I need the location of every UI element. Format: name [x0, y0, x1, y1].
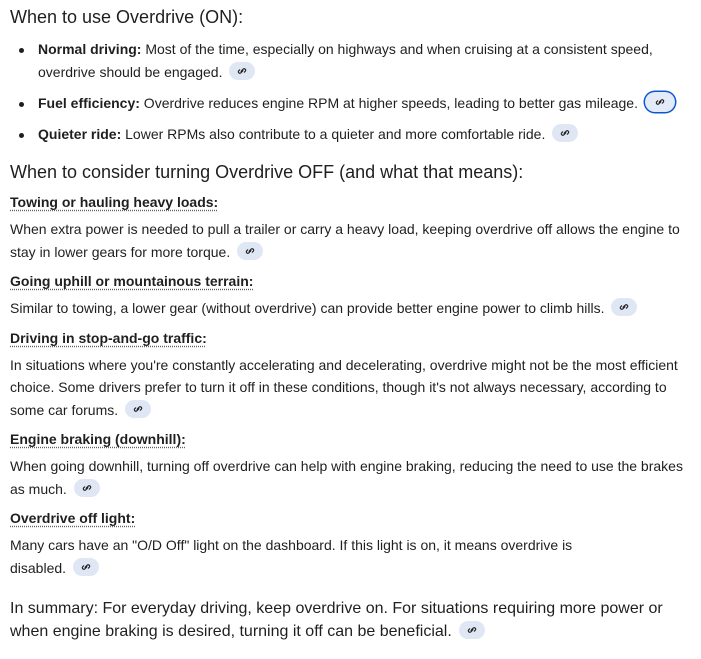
source-link-button[interactable] — [73, 558, 99, 576]
reason-text — [10, 534, 590, 579]
source-link-button[interactable] — [611, 298, 637, 316]
source-link-button[interactable] — [237, 242, 263, 260]
link-icon — [81, 482, 93, 494]
reason-title: Towing or hauling heavy loads: — [10, 194, 219, 210]
reason-text — [10, 297, 690, 320]
reason-text — [10, 354, 690, 422]
off-reason-engine-braking — [10, 429, 690, 500]
item-text: Most of the time, especially on highways and when cruising at a consistent speed, overdrive should be engaged. — [38, 41, 653, 80]
link-icon — [236, 65, 248, 77]
list-item — [10, 92, 690, 115]
source-link-button[interactable] — [229, 62, 255, 80]
section-heading-overdrive-on: When to use Overdrive (ON): — [10, 7, 244, 27]
off-reason-towing — [10, 192, 690, 263]
link-icon — [244, 245, 256, 257]
list-item — [10, 123, 690, 146]
link-icon — [132, 403, 144, 415]
source-link-button[interactable] — [645, 92, 675, 112]
list-item — [10, 38, 690, 84]
reason-text-content: In situations where you're constantly accelerating and decelerating, overdrive might not be the most efficient choice. Some drivers prefer to turn it off in these conditions, though it's not always necessary, according to some car forums. — [10, 356, 678, 418]
answer-content — [10, 0, 690, 643]
source-link-button[interactable] — [125, 400, 151, 418]
item-lead: Normal driving: — [38, 41, 142, 57]
reason-text — [10, 218, 690, 263]
item-text: Lower RPMs also contribute to a quieter and more comfortable ride. — [121, 126, 546, 142]
reason-text — [10, 455, 690, 500]
link-icon — [654, 96, 666, 108]
reason-text-content: Similar to towing, a lower gear (without overdrive) can provide better engine power to climb hills. — [10, 300, 605, 316]
reason-title: Engine braking (downhill): — [10, 431, 186, 447]
source-link-button[interactable] — [459, 621, 485, 639]
reason-text-content: When extra power is needed to pull a trailer or carry a heavy load, keeping overdrive off allows the engine to stay in lower gears for more torque. — [10, 221, 680, 260]
summary-text: In summary: For everyday driving, keep overdrive on. For situations requiring more power or when engine braking is desired, turning it off can be beneficial. — [10, 600, 663, 640]
reason-text-content: When going downhill, turning off overdrive can help with engine braking, reducing the need to use the brakes as much. — [10, 458, 683, 497]
item-lead: Fuel efficiency: — [38, 95, 140, 111]
summary-paragraph — [10, 597, 690, 643]
reason-text-content: Many cars have an "O/D Off" light on the dashboard. If this light is on, it means overdrive is disabled. — [10, 537, 573, 576]
reason-title: Driving in stop-and-go traffic: — [10, 329, 207, 346]
link-icon — [466, 624, 478, 636]
link-icon — [559, 127, 571, 139]
section-heading-overdrive-off: When to consider turning Overdrive OFF (and what that means): — [10, 162, 524, 182]
reason-title: Going uphill or mountainous terrain: — [10, 273, 254, 289]
item-lead: Quieter ride: — [38, 126, 122, 142]
link-icon — [618, 301, 630, 313]
overdrive-on-list — [10, 38, 690, 146]
item-text: Overdrive reduces engine RPM at higher speeds, leading to better gas mileage. — [139, 95, 638, 111]
link-icon — [80, 561, 92, 573]
off-reason-od-light — [10, 508, 690, 579]
source-link-button[interactable] — [552, 124, 578, 142]
off-reason-uphill — [10, 271, 690, 320]
off-reason-stop-and-go — [10, 328, 690, 422]
reason-title: Overdrive off light: — [10, 510, 136, 526]
source-link-button[interactable] — [74, 479, 100, 497]
